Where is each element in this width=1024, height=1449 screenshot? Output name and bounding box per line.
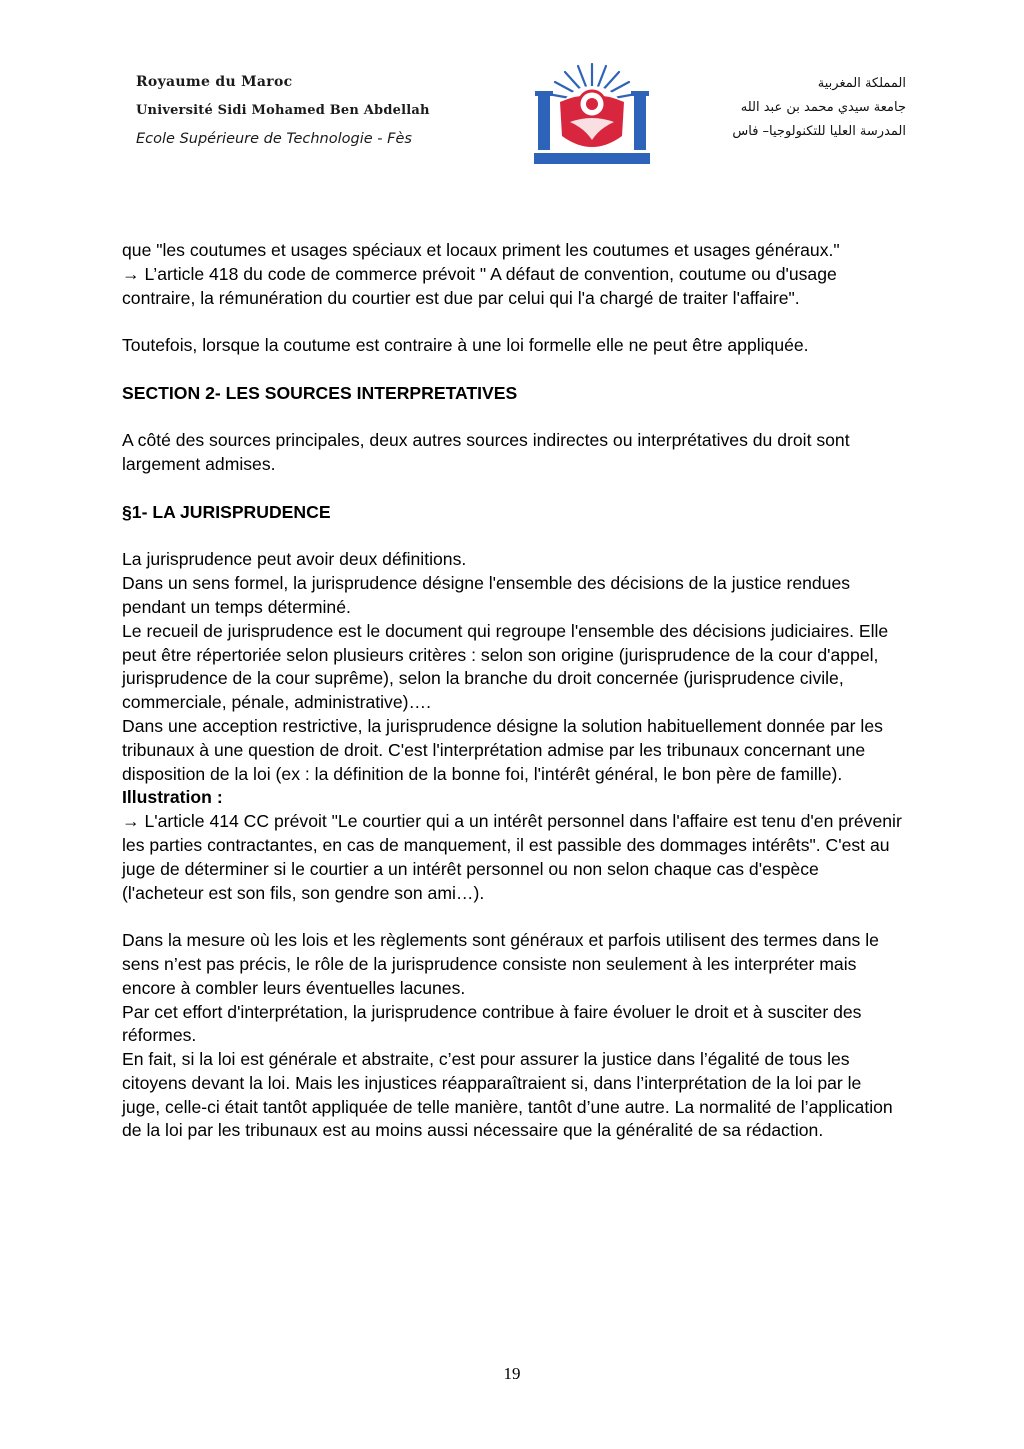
university-emblem-icon bbox=[530, 58, 654, 166]
header-left bbox=[136, 74, 516, 147]
page-number: 19 bbox=[503, 1364, 521, 1383]
paragraph-article-414: → L'article 414 CC prévoit "Le courtier qui a un intérêt personnel dans l'affaire est tenu d'en prévenir les parties contractantes, en cas de manquement, il est passible des dommages intérêts". C'est au juge de déterminer si le courtier a un intérêt personnel ou non selon chaque cas d'espèce (l'acheteur est son fils, son gendre son ami…). bbox=[122, 811, 902, 903]
header-school-arabic: المدرسة العليا للتكنولوجيا– فاس bbox=[732, 124, 906, 139]
paragraph-recueil: Le recueil de jurisprudence est le document qui regroupe l'ensemble des décisions judiciaires. Elle peut être répertoriée selon plusieurs critères : selon son origine (jurisprudence de la cour d'appel, jurisprudence de la cour suprême), selon la branche du droit concernée (jurisprudence civile, commerciale, pénale, administrative)…. bbox=[122, 620, 889, 713]
header-right-arabic bbox=[666, 76, 906, 139]
paragraph-coutumes: que "les coutumes et usages spéciaux et locaux priment les coutumes et usages généraux." bbox=[122, 240, 840, 260]
header-university-arabic: جامعة سيدي محمد بن عبد الله bbox=[740, 100, 906, 115]
paragraph-toutefois: Toutefois, lorsque la coutume est contraire à une loi formelle elle ne peut être appliquée. bbox=[122, 335, 809, 356]
university-logo bbox=[530, 58, 654, 166]
subsection-heading: §1- LA JURISPRUDENCE bbox=[122, 501, 331, 522]
section-heading: SECTION 2- LES SOURCES INTERPRETATIVES bbox=[122, 382, 518, 403]
header-country: Royaume du Maroc bbox=[136, 74, 293, 90]
paragraph-definitions: La jurisprudence peut avoir deux définitions. bbox=[122, 549, 467, 570]
page-content bbox=[122, 239, 904, 1143]
paragraph-sources: A côté des sources principales, deux autres sources indirectes ou interprétatives du droit sont largement admises. bbox=[122, 430, 850, 475]
paragraph-sens-formel: Dans un sens formel, la jurisprudence désigne l'ensemble des décisions de la justice rendues pendant un temps déterminé. bbox=[122, 573, 851, 617]
header-country-arabic: المملكة المغربية bbox=[817, 76, 906, 91]
illustration-label: Illustration : bbox=[122, 787, 223, 808]
paragraph-effort-interpretation: Par cet effort d'interprétation, la jurisprudence contribue à faire évoluer le droit et à susciter des réformes. bbox=[122, 1001, 862, 1046]
header-university: Université Sidi Mohamed Ben Abdellah bbox=[136, 103, 430, 118]
paragraph-acception-restrictive: Dans une acception restrictive, la jurisprudence désigne la solution habituellement donnée par les tribunaux à une question de droit. C'est l'interprétation admise par les tribunaux concernant une disposition de la loi (ex : la définition de la bonne foi, l'intérêt général, le bon père de famille). bbox=[122, 715, 883, 784]
paragraph-article-418: → L’article 418 du code de commerce prévoit " A défaut de convention, coutume ou d'usage contraire, la rémunération du courtier est due par celui qui l'a chargé de traiter l'affaire". bbox=[122, 263, 837, 308]
paragraph-normalite: En fait, si la loi est générale et abstraite, c’est pour assurer la justice dans l’égalité de tous les citoyens devant la loi. Mais les injustices réapparaîtraient si, dans l’interprétation de la loi par le juge, celle-ci était tantôt appliquée de telle manière, tantôt d’une autre. La normalité de l’application de la loi par les tribunaux est au moins aussi nécessaire que la généralité de sa rédaction. bbox=[122, 1049, 893, 1141]
paragraph-role-jurisprudence: Dans la mesure où les lois et les règlements sont généraux et parfois utilisent des termes dans le sens n’est pas précis, le rôle de la jurisprudence consiste non seulement à les interpréter mais encore à combler leurs éventuelles lacunes. bbox=[122, 930, 879, 998]
header-school: Ecole Supérieure de Technologie - Fès bbox=[136, 131, 412, 147]
